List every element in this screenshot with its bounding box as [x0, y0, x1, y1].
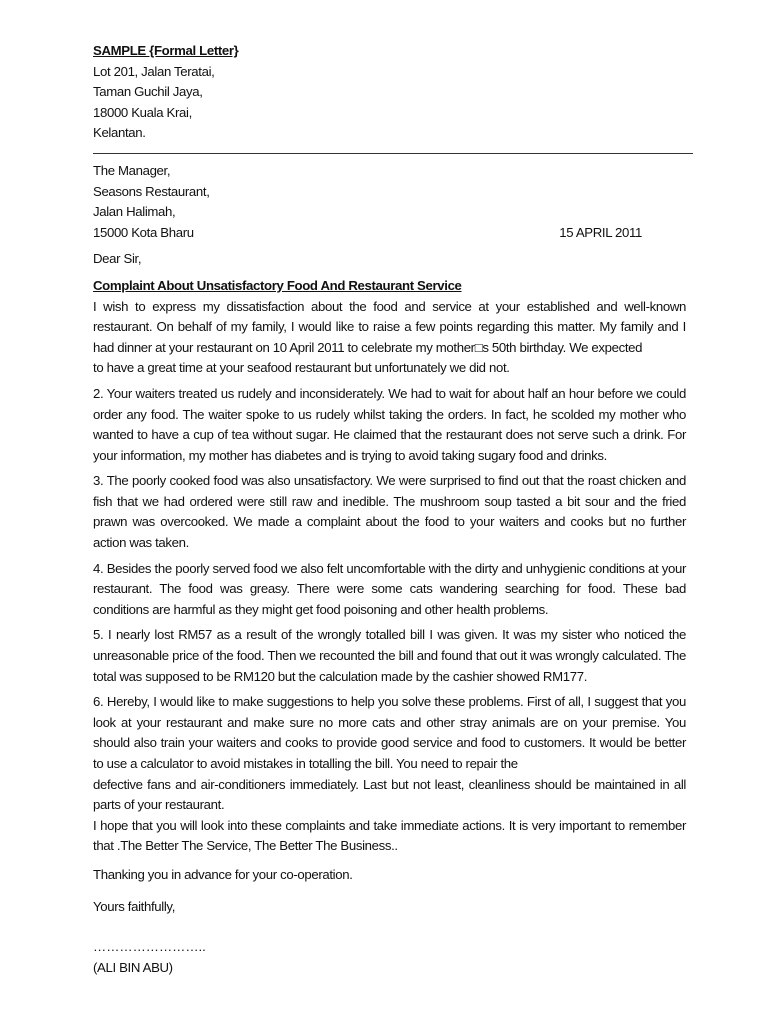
paragraph-6-continued: defective fans and air-conditioners immediately. Last but not least, cleanliness should be maintained in all parts of your restaurant.	[93, 776, 686, 813]
recipient-address-line: Jalan Halimah,	[93, 204, 176, 220]
sample-title: SAMPLE {Formal Letter}	[93, 43, 239, 58]
sign-off: Yours faithfully,	[93, 898, 176, 914]
paragraph-4: 4. Besides the poorly served food we also felt uncomfortable with the dirty and unhygienic conditions at your restaurant. The food was greasy. There were some cats wandering searching for food. These bad conditions are harmful as they might get food poisoning and other health problems.	[93, 560, 686, 617]
recipient-address	[93, 161, 686, 243]
signature-line: ……………………..	[93, 939, 206, 955]
sender-address-line: Taman Guchil Jaya,	[93, 84, 203, 100]
header-divider	[93, 153, 693, 154]
letter-date: 15 APRIL 2011	[559, 224, 642, 240]
paragraph-intro-continued: to have a great time at your seafood restaurant but unfortunately we did not.	[93, 360, 510, 376]
recipient-address-line: Seasons Restaurant,	[93, 183, 210, 199]
paragraph-5: 5. I nearly lost RM57 as a result of the wrongly totalled bill I was given. It was my sister who noticed the unreasonable price of the food. Then we recounted the bill and found that out it was wrongly calculated. The total was supposed to be RM120 but the calculation made by the cashier showed RM177.	[93, 627, 686, 684]
sender-address-line: Kelantan.	[93, 125, 146, 141]
paragraph-intro: I wish to express my dissatisfaction about the food and service at your established and well-known restaurant. On behalf of my family, I would like to raise a few points regarding this matter. My family and I had dinner at your restaurant on 10 April 2011 to celebrate my mother□s 50th birthday. We expected	[93, 298, 686, 355]
closing-thanks: Thanking you in advance for your co-operation.	[93, 866, 353, 882]
recipient-city-date-row	[93, 223, 686, 244]
sender-address-line: 18000 Kuala Krai,	[93, 104, 192, 120]
paragraph-3: 3. The poorly cooked food was also unsatisfactory. We were surprised to find out that the roast chicken and fish that we had ordered were still raw and inedible. The mushroom soup tasted a bit sour and the fried prawn was overcooked. We made a complaint about the food to your waiters and cooks but no further action was taken.	[93, 473, 686, 551]
salutation: Dear Sir,	[93, 251, 142, 267]
signatory-name: (ALI BIN ABU)	[93, 959, 173, 975]
formal-letter	[93, 41, 686, 978]
paragraph-closing-request: I hope that you will look into these complaints and take immediate actions. It is very important to remember that .The Better The Service, The Better The Business..	[93, 817, 686, 854]
paragraph-6: 6. Hereby, I would like to make suggestions to help you solve these problems. First of all, I suggest that you look at your restaurant and make sure no more cats and other stray animals are on your premise. You should also train your waiters and cooks to provide good service and food to customers. It would be better to use a calculator to avoid mistakes in totalling the bill. You need to repair the	[93, 694, 686, 771]
recipient-address-line: The Manager,	[93, 162, 171, 178]
recipient-address-line: 15000 Kota Bharu	[93, 224, 194, 240]
sender-address	[93, 62, 686, 144]
sender-address-line: Lot 201, Jalan Teratai,	[93, 63, 215, 79]
subject-line: Complaint About Unsatisfactory Food And Restaurant Service	[93, 277, 462, 293]
paragraph-2: 2. Your waiters treated us rudely and inconsiderately. We had to wait for about half an hour before we could order any food. The waiter spoke to us rudely whilst taking the orders. In fact, he scolded my mother who wanted to have a cup of tea without sugar. He claimed that the restaurant does not serve such a drink. For your information, my mother has diabetes and is trying to avoid taking sugary food and drinks.	[93, 385, 686, 463]
